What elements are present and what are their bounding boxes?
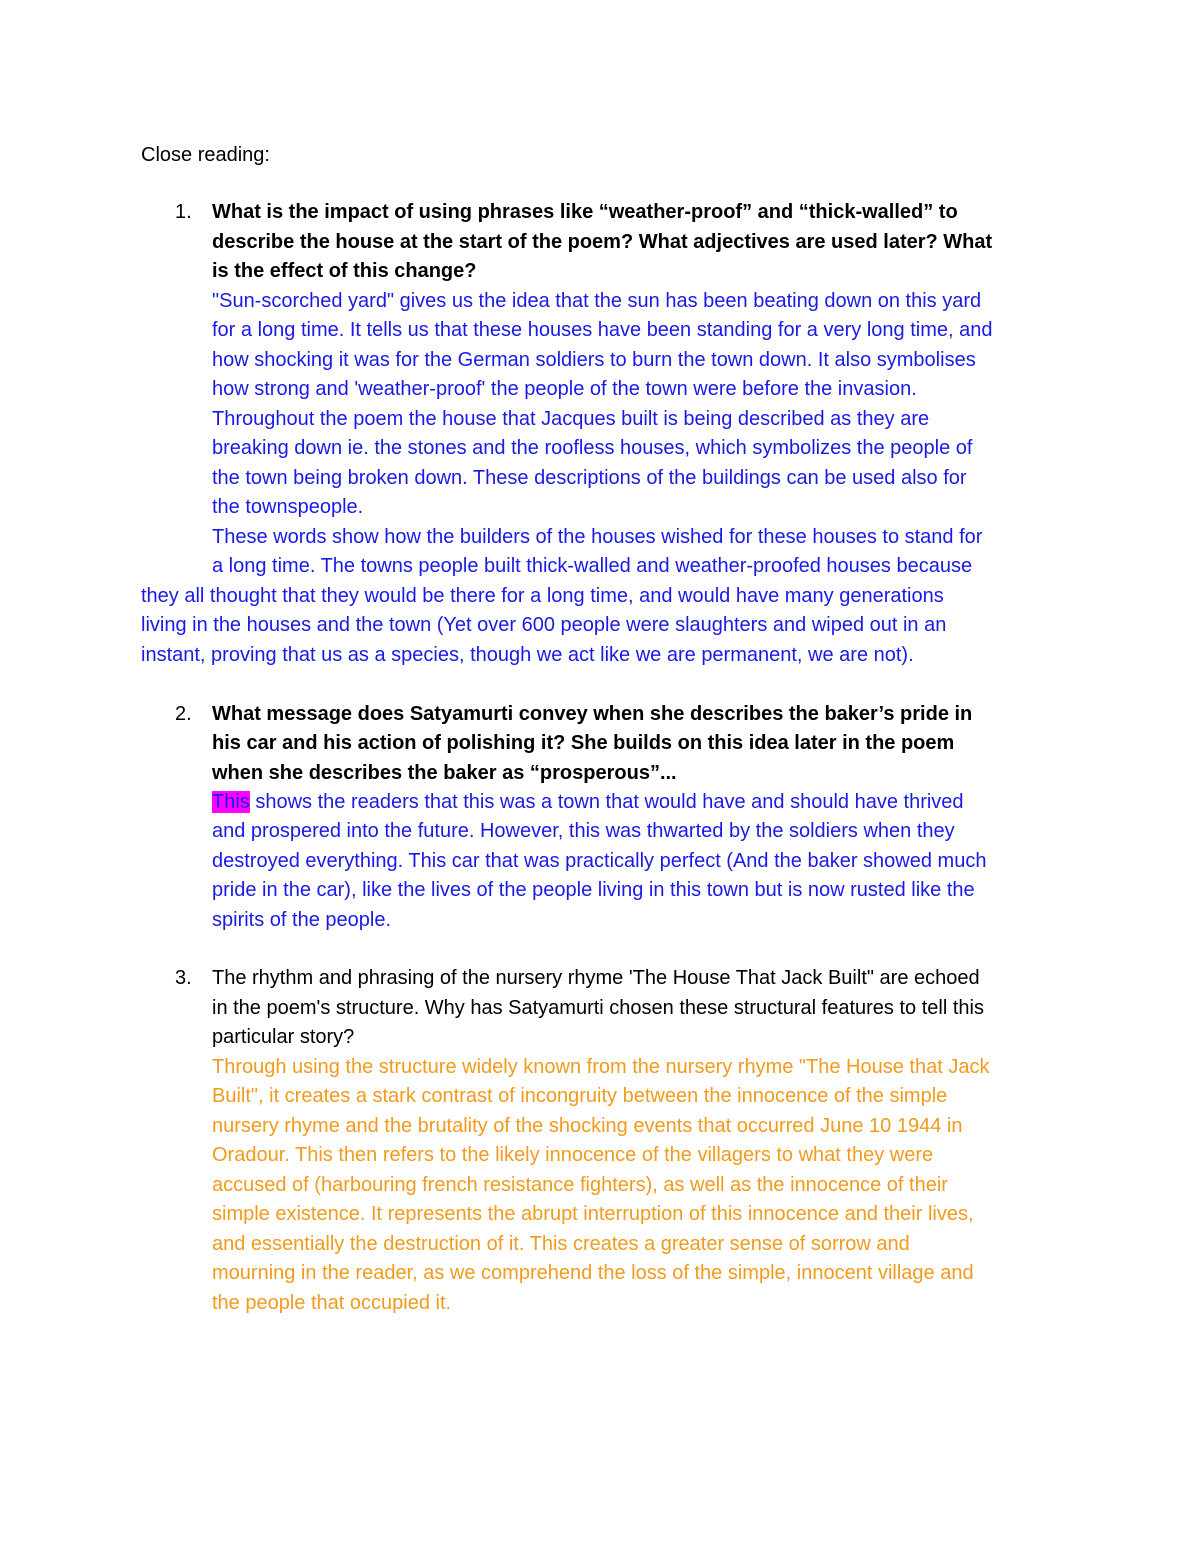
q2-answer-line: destroyed everything. This car that was practically perfect (And the baker showed much xyxy=(212,850,987,872)
q1-answer-line: for a long time. It tells us that these houses have been standing for a very long time, and xyxy=(212,319,993,341)
q2-question-line: his car and his action of polishing it? She builds on this idea later in the poem xyxy=(212,732,955,754)
q3-number: 3. xyxy=(175,967,192,989)
q1-answer-line: Throughout the poem the house that Jacques built is being described as they are xyxy=(212,408,930,430)
q3-answer-line: and essentially the destruction of it. This creates a greater sense of sorrow and xyxy=(212,1233,910,1255)
q1-answer-line: living in the houses and the town (Yet over 600 people were slaughters and wiped out in an xyxy=(141,614,947,636)
q3-answer-line: accused of (harbouring french resistance fighters), as well as the innocence of their xyxy=(212,1174,948,1196)
q2-answer-first-line xyxy=(212,788,964,818)
q1-question-line: describe the house at the start of the poem? What adjectives are used later? What xyxy=(212,231,993,253)
q3-question-line: The rhythm and phrasing of the nursery rhyme 'The House That Jack Built" are echoed xyxy=(212,967,980,989)
q1-answer-line: the townspeople. xyxy=(212,496,364,518)
q1-question-line: What is the impact of using phrases like “weather-proof” and “thick-walled” to xyxy=(212,201,958,223)
q2-answer-line: and prospered into the future. However, this was thwarted by the soldiers when they xyxy=(212,820,955,842)
q2-number: 2. xyxy=(175,703,192,725)
q1-answer-line: These words show how the builders of the houses wished for these houses to stand for xyxy=(212,526,983,548)
q1-answer-line: how strong and 'weather-proof' the people of the town were before the invasion. xyxy=(212,378,917,400)
q1-answer-line: the town being broken down. These descriptions of the buildings can be used also for xyxy=(212,467,967,489)
q1-answer-line: a long time. The towns people built thick-walled and weather-proofed houses because xyxy=(212,555,973,577)
q1-answer-line: breaking down ie. the stones and the roofless houses, which symbolizes the people of xyxy=(212,437,973,459)
q3-answer-line: Through using the structure widely known from the nursery rhyme "The House that Jack xyxy=(212,1056,990,1078)
q2-answer-line: pride in the car), like the lives of the people living in this town but is now rusted like the xyxy=(212,879,975,901)
q2-question-line: when she describes the baker as “prosperous”... xyxy=(212,762,677,784)
q3-answer-line: Oradour. This then refers to the likely innocence of the villagers to what they were xyxy=(212,1144,934,1166)
q3-answer-line: nursery rhyme and the brutality of the shocking events that occurred June 10 1944 in xyxy=(212,1115,963,1137)
q1-answer-line: "Sun-scorched yard" gives us the idea that the sun has been beating down on this yard xyxy=(212,290,982,312)
q3-answer-line: Built", it creates a stark contrast of incongruity between the innocence of the simple xyxy=(212,1085,948,1107)
q3-answer-line: mourning in the reader, as we comprehend the loss of the simple, innocent village and xyxy=(212,1262,974,1284)
q2-question-line: What message does Satyamurti convey when she describes the baker’s pride in xyxy=(212,703,973,725)
q2-answer-first-rest: shows the readers that this was a town that would have and should have thrived xyxy=(249,791,964,813)
q3-answer-line: the people that occupied it. xyxy=(212,1292,452,1314)
q3-question-line: in the poem's structure. Why has Satyamurti chosen these structural features to tell this xyxy=(212,997,984,1019)
highlighted-word: This xyxy=(212,791,250,813)
q1-number: 1. xyxy=(175,201,192,223)
q1-answer-line: they all thought that they would be there for a long time, and would have many generations xyxy=(141,585,944,607)
q1-answer-line: instant, proving that us as a species, though we act like we are permanent, we are not). xyxy=(141,644,914,666)
q1-question-line: is the effect of this change? xyxy=(212,260,477,282)
page-heading: Close reading: xyxy=(141,144,270,166)
q3-question-line: particular story? xyxy=(212,1026,355,1048)
q2-answer-line: spirits of the people. xyxy=(212,909,391,931)
q3-answer-line: simple existence. It represents the abrupt interruption of this innocence and their lives, xyxy=(212,1203,974,1225)
q1-answer-line: how shocking it was for the German soldiers to burn the town down. It also symbolises xyxy=(212,349,976,371)
